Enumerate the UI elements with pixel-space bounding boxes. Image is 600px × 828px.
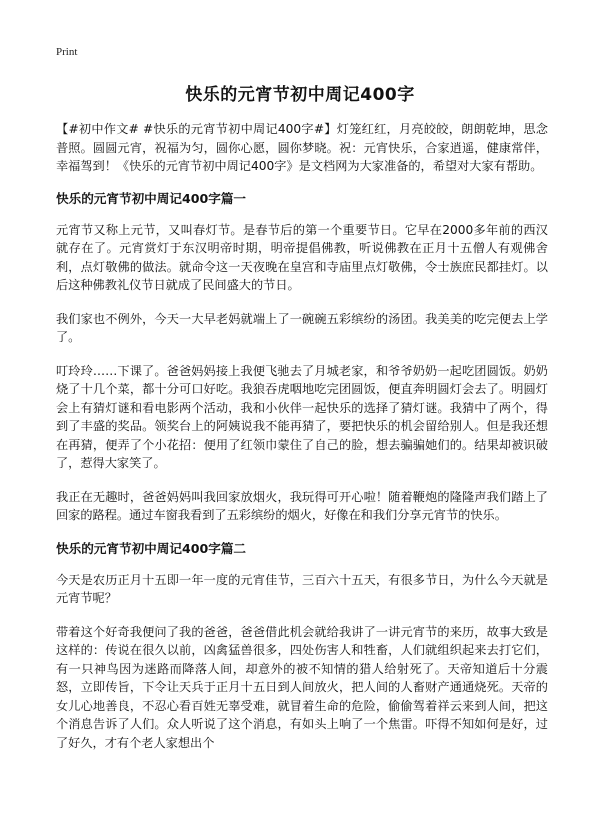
section-1 <box>56 190 548 525</box>
paragraph: 我正在无趣时，爸爸妈妈叫我回家放烟火，我玩得可开心啦！随着鞭炮的隆隆声我们踏上了回家的路程。通过车窗我看到了五彩缤纷的烟火，好像在和我们分享元宵节的快乐。 <box>56 489 548 522</box>
paragraph: 带着这个好奇我便问了我的爸爸，爸爸借此机会就给我讲了一讲元宵节的来历，故事大致是这样的：传说在很久以前，凶禽猛兽很多，四处伤害人和牲畜，人们就组织起来去打它们，有一只神鸟因为迷路而降落人间，却意外的被不知情的猎人给射死了。天帝知道后十分震怒，立即传旨，下令让天兵于正月十五日到人间放火，把人间的人畜财产通通烧死。天帝的女儿心地善良，不忍心看百姓无辜受难，就冒着生命的危险，偷偷驾着祥云来到人间，把这个消息告诉了人们。众人听说了这个消息，有如头上响了一个焦雷。吓得不知如何是好，过了好久，才有个老人家想出个 <box>56 624 548 750</box>
document-body <box>56 120 548 767</box>
paragraph: 元宵节又称上元节，又叫春灯节。是春节后的第一个重要节日。它早在2000多年前的西汉就存在了。元宵赏灯于东汉明帝时期，明帝提倡佛教，听说佛教在正月十五僧人有观佛舍利，点灯敬佛的做法。就命令这一天夜晚在皇宫和寺庙里点灯敬佛，令士族庶民都挂灯。以后这种佛教礼仪节日就成了民间盛大的节日。 <box>56 222 548 292</box>
section-2 <box>56 540 548 753</box>
paragraph: 叮玲玲……下课了。爸爸妈妈接上我便飞驰去了月城老家，和爷爷奶奶一起吃团圆饭。奶奶烧了十几个菜，都十分可口好吃。我狼吞虎咽地吃完团圆饭，便直奔明圆灯会去了。明圆灯会上有猜灯谜和看电影两个活动，我和小伙伴一起快乐的选择了猜灯谜。我猜中了两个，得到了丰盛的奖品。领奖台上的阿姨说我不能再猜了，要把快乐的机会留给别人。但是我还想在再猜，便弄了个小花招：便用了红领巾蒙住了自己的脸，想去骗骗她们的。结果却被识破了，惹得大家笑了。 <box>56 363 548 470</box>
paragraph: 今天是农历正月十五即一年一度的元宵佳节，三百六十五天，有很多节日，为什么今天就是元宵节呢？ <box>56 572 548 605</box>
section-heading: 快乐的元宵节初中周记400字篇二 <box>56 540 247 556</box>
print-label: Print <box>56 46 78 58</box>
section-heading: 快乐的元宵节初中周记400字篇一 <box>56 190 247 206</box>
paragraph: 我们家也不例外，今天一大早老妈就端上了一碗碗五彩缤纷的汤团。我美美的吃完便去上学了。 <box>56 311 548 344</box>
intro-paragraph: 【#初中作文# #快乐的元宵节初中周记400字#】灯笼红红，月亮皎皎，朗朗乾坤，思念普照。圆圆元宵，祝福为匀，圆你心愿，圆你梦晓。祝：元宵快乐，合家逍遥，健康常伴，幸福驾到！《快乐的元宵节初中周记400字》是文档网为大家准备的，希望对大家有帮助。 <box>56 122 548 173</box>
page-title: 快乐的元宵节初中周记400字 <box>185 85 415 105</box>
